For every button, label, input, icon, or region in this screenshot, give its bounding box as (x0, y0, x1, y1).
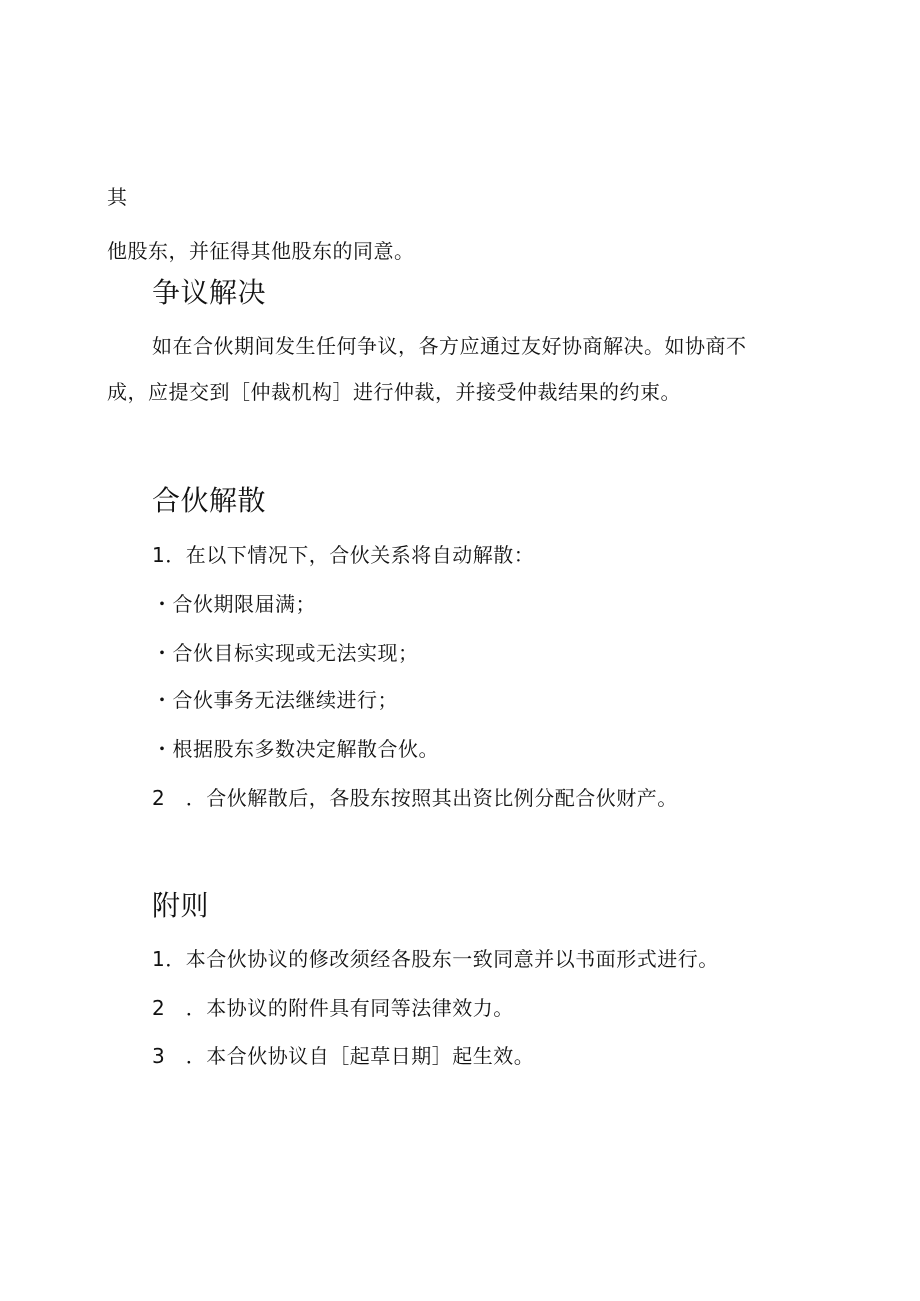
dissolution-bullet: ・合伙事务无法继续进行； (152, 688, 398, 712)
fragment-line-1: 其 (107, 185, 128, 209)
section-heading-supplementary: 附则 (152, 889, 210, 922)
dispute-paragraph-line-1: 如在合伙期间发生任何争议，各方应通过友好协商解决。如协商不 (152, 334, 747, 358)
supplementary-item: 1．本合伙协议的修改须经各股东一致同意并以书面形式进行。 (152, 947, 719, 971)
dissolution-item-1: 1．在以下情况下，合伙关系将自动解散： (152, 543, 535, 567)
supplementary-item: 2 ．本协议的附件具有同等法律效力。 (152, 996, 514, 1020)
supplementary-item: 3 ．本合伙协议自［起草日期］起生效。 (152, 1044, 535, 1068)
dissolution-bullet: ・合伙期限届满； (152, 592, 316, 616)
section-heading-dispute: 争议解决 (152, 276, 267, 309)
dissolution-bullet: ・合伙目标实现或无法实现； (152, 641, 419, 665)
section-heading-dissolution: 合伙解散 (152, 484, 267, 517)
dissolution-bullet: ・根据股东多数决定解散合伙。 (152, 737, 439, 761)
fragment-line-2: 他股东，并征得其他股东的同意。 (107, 239, 415, 263)
dispute-paragraph-line-2: 成，应提交到［仲裁机构］进行仲裁，并接受仲裁结果的约束。 (107, 380, 681, 404)
dissolution-item-2: 2 ．合伙解散后，各股东按照其出资比例分配合伙财产。 (152, 786, 678, 810)
